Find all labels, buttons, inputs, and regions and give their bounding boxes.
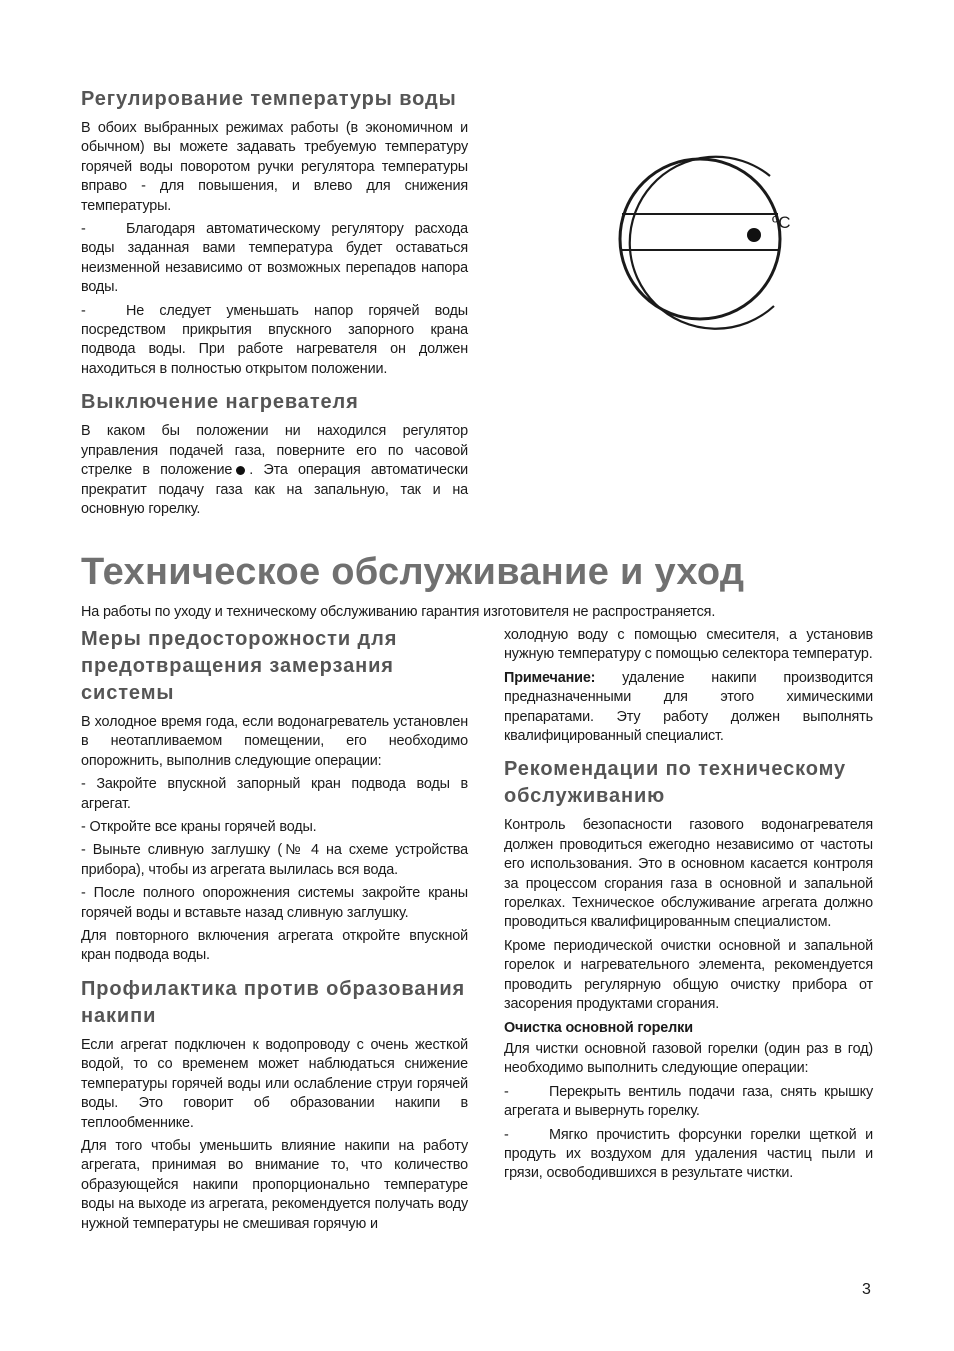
paragraph-freeze-step-2: - Откройте все краны горячей воды. <box>81 819 317 836</box>
temperature-knob-diagram <box>600 146 810 336</box>
paragraph-scale-note: Примечание: удаление накипи производится предназначенными для этого химическими препаратами. Эту работу должен выполнять квалифицированный специалист. <box>504 669 873 745</box>
left-column <box>81 626 468 1238</box>
heading-freeze-precautions: Меры предосторожности для предотвращения замерзания системы <box>81 628 398 704</box>
celsius-label: ºC <box>772 213 791 232</box>
top-column <box>81 86 468 523</box>
dash-mark: - <box>81 221 86 238</box>
paragraph-temp-warning: - Не следует уменьшать напор горячей воды посредством прикрытия впускного запорного крана подвода воды. При работе нагревателя он должен находиться в полностью открытом положении. <box>81 302 468 377</box>
subheading-main-burner-cleaning: Очистка основной горелки <box>504 1019 693 1036</box>
warranty-note: На работы по уходу и техническому обслуживанию гарантия изготовителя не распространяется. <box>81 604 716 620</box>
page-title: Техническое обслуживание и уход <box>81 551 745 593</box>
off-position-dot-icon <box>236 466 245 475</box>
heading-scale-prevention: Профилактика против образования накипи <box>81 977 466 1027</box>
paragraph-maint-cleaning: Кроме периодической очистки основной и запальной горелок и нагревательного элемента, рекомендуется проводить регулярную общую очистку прибора от засорения продуктами сгорания. <box>504 937 873 1013</box>
heading-water-temperature: Регулирование температуры воды <box>81 88 457 110</box>
paragraph-scale-advice-continued: холодную воду с помощью смесителя, а установив нужную температуру с помощью селектора температур. <box>504 627 873 663</box>
paragraph-maint-safety: Контроль безопасности газового водонагревателя должен проводиться ежегодно независимо от частоты его использования. Это в основном касается контроля за процессом сгорания газа в основной и запальной горелках. Техническое обслуживание агрегата должно проводиться квалифицированным специалистом. <box>504 817 873 931</box>
dash-mark: - <box>504 1126 509 1143</box>
knob-indicator-dot-icon <box>747 228 761 242</box>
page-number: 3 <box>862 1281 871 1298</box>
paragraph-burner-step-1: - Перекрыть вентиль подачи газа, снять крышку агрегата и вывернуть горелку. <box>504 1083 873 1120</box>
dash-mark: - <box>81 302 86 319</box>
paragraph-freeze-restart: Для повторного включения агрегата откройте впускной кран подвода воды. <box>81 928 468 964</box>
note-label: Примечание: <box>504 669 596 686</box>
right-column <box>504 626 873 1188</box>
paragraph-freeze-step-3: - Выньте сливную заглушку (№ 4 на схеме устройства прибора), чтобы из агрегата вылилась вся вода. <box>81 842 468 878</box>
paragraph-temp-regulator: - Благодаря автоматическому регулятору расхода воды заданная вами температура будет оставаться неизменной независимо от возможных перепадов напора воды. <box>81 221 468 296</box>
paragraph-scale-intro: Если агрегат подключен к водопроводу с очень жесткой водой, то со временем может наблюдаться снижение температуры горячей воды или ослабление струи горячей воды. Это говорит об образовании накипи в теплообменнике. <box>81 1036 468 1131</box>
paragraph-temp-intro: В обоих выбранных режимах работы (в экономичном и обычном) вы можете задавать требуемую температуру горячей воды поворотом ручки регулятора температуры вправо - для повышения, и влево для снижения температуры. <box>81 120 468 214</box>
heading-maintenance-recommendations: Рекомендации по техническому обслуживанию <box>504 758 847 808</box>
paragraph-burner-intro: Для чистки основной газовой горелки (один раз в год) необходимо выполнить следующие операции: <box>504 1040 873 1077</box>
paragraph-scale-advice: Для того чтобы уменьшить влияние накипи на работу агрегата, принимая во внимание то, что количество образующейся накипи пропорционально температуре воды на выходе из агрегата, рекомендуется получать воду нужной температуры не смешивая горячую и <box>81 1137 468 1232</box>
paragraph-freeze-step-1: - Закройте впускной запорный кран подвода воды в агрегат. <box>81 776 468 812</box>
dash-mark: - <box>504 1083 509 1100</box>
paragraph-freeze-intro: В холодное время года, если водонагреватель установлен в неотапливаемом помещении, его необходимо опорожнить, выполнив следующие операции: <box>81 714 468 769</box>
paragraph-burner-step-2: - Мягко прочистить форсунки горелки щеткой и продуть их воздухом для удаления частиц пыли и грязи, освободившихся в результате чистки. <box>504 1126 873 1182</box>
heading-heater-off: Выключение нагревателя <box>81 391 359 414</box>
paragraph-freeze-step-4: - После полного опорожнения системы закройте краны горячей воды и вставьте назад сливную заглушку. <box>81 885 468 921</box>
paragraph-heater-off: В каком бы положении ни находился регулятор управления подачей газа, поверните его по часовой стрелке в положение . Эта операция автоматически прекратит подачу газа как на запальную, так и на основную горелку. <box>81 423 468 517</box>
